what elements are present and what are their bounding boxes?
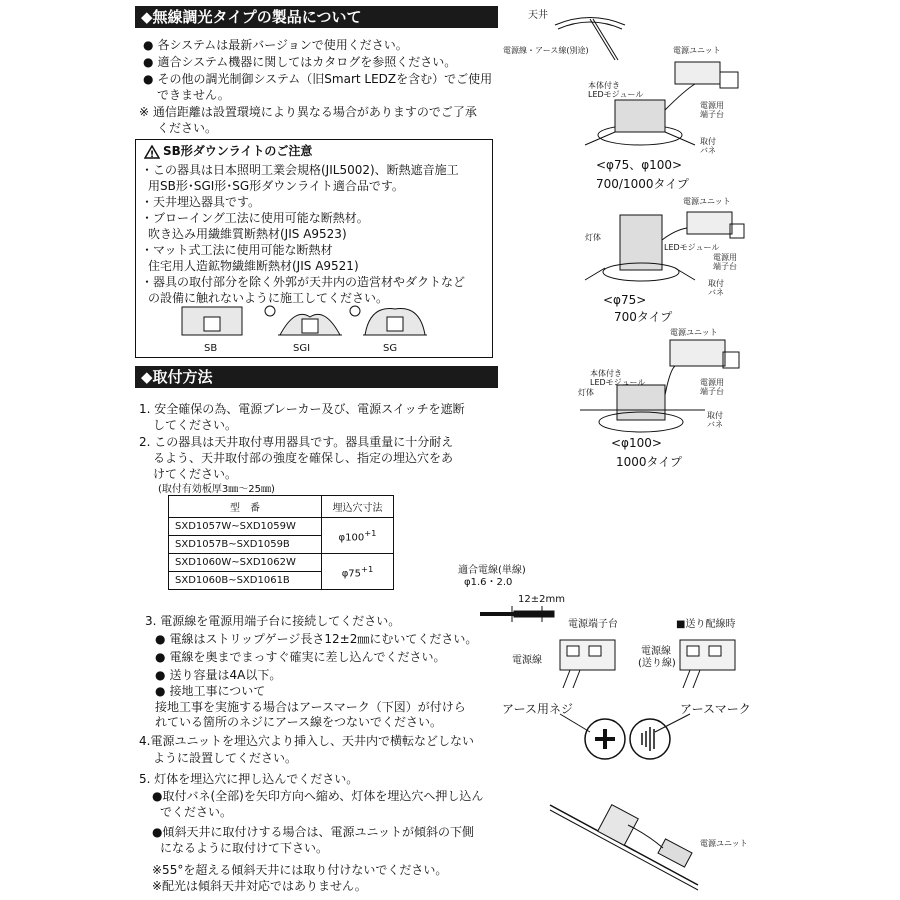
step-4-cont: ように設置してください。 xyxy=(153,751,298,765)
terminal-block-label: 電源端子台 xyxy=(568,619,618,630)
fig2-terminal2: 端子台 xyxy=(713,262,737,271)
fig2-spring2: バネ xyxy=(708,288,724,297)
feed-terminal-figure xyxy=(675,630,745,694)
step-3-item-1: ● 電線はストリップゲージ長さ12±2㎜にむいてください。 xyxy=(155,632,477,647)
bullet-2: ● 適合システム機器に関してはカタログを参照ください。 xyxy=(143,55,456,70)
fig1-power-unit: 電源ユニット xyxy=(673,46,721,55)
wire-spec-size: φ1.6・2.0 xyxy=(464,577,513,588)
note-distance-cont: ください。 xyxy=(157,121,218,135)
spec-table xyxy=(168,495,394,590)
fig1-type: 700/1000タイプ xyxy=(596,177,689,191)
fig1-led-module: LEDモジュール xyxy=(588,90,644,99)
fig3-type: 1000タイプ xyxy=(616,455,682,469)
label-sg: SG xyxy=(383,343,398,354)
fig3-body: 灯体 xyxy=(578,388,594,397)
note-distribution: ※配光は傾斜天井対応ではありません。 xyxy=(152,879,367,893)
wire-spec-title: 適合電線(単線) xyxy=(458,565,526,576)
step-5-a: ●取付バネ(全部)を矢印方向へ縮め、灯体を埋込穴へ押し込ん xyxy=(152,789,484,803)
fig1-spring2: バネ xyxy=(700,146,716,155)
fig3-terminal: 電源用 xyxy=(700,378,724,387)
terminal-block-figure xyxy=(555,630,625,694)
feed-title: ■送り配線時 xyxy=(676,619,736,630)
table-row: SXD1060B~SXD1061B xyxy=(169,572,322,590)
sloped-power-unit: 電源ユニット xyxy=(700,839,748,848)
step-5-a-cont: でください。 xyxy=(160,805,233,819)
fig3-terminal2: 端子台 xyxy=(700,387,724,396)
caution-title: SB形ダウンライトのご注意 xyxy=(163,144,313,158)
downlight-figure-1 xyxy=(575,50,755,154)
fig3-spring: 取付 xyxy=(707,411,723,420)
step-5: 5. 灯体を埋込穴に押し込んでください。 xyxy=(139,772,359,786)
fig3-spring2: バネ xyxy=(707,420,723,429)
label-sb: SB xyxy=(204,343,218,354)
table-size-100: $\varphi 100^{+1}$ xyxy=(321,518,393,554)
step-2-cont1: るよう、天井取付部の強度を確保し、指定の埋込穴をあ xyxy=(153,451,454,465)
fig2-label: <φ75> xyxy=(603,293,647,307)
caution-line-5: 吹き込み用繊維質断熱材(JIS A9523) xyxy=(148,227,347,241)
fig1-label: <φ75、φ100> xyxy=(596,158,683,172)
sloped-ceiling-figure xyxy=(548,800,708,899)
fig2-led-module: LEDモジュール xyxy=(664,243,720,252)
bullet-1: ● 各システムは最新バージョンで使用ください。 xyxy=(143,38,408,53)
step-3-item-4: ● 接地工事について xyxy=(155,684,265,699)
step-2: 2. この器具は天井取付専用器具です。器具重量に十分耐え xyxy=(139,435,454,449)
table-header-size: 埋込穴寸法 xyxy=(321,496,393,518)
label-sgi: SGI xyxy=(293,343,311,354)
section-title-wireless: ◆無線調光タイプの製品について xyxy=(135,6,498,28)
fig1-spring: 取付 xyxy=(700,137,716,146)
fig2-type: 700タイプ xyxy=(614,310,673,324)
feed-wire-1: 電源線 xyxy=(641,646,671,657)
bullet-3-cont: できません。 xyxy=(157,88,230,102)
fig2-terminal: 電源用 xyxy=(713,253,737,262)
label-power-wire: 電源線・アース線(別途) xyxy=(503,46,589,55)
earth-mark-label: アースマーク xyxy=(680,702,751,716)
caution-line-8: ・器具の取付部分を除く外郭が天井内の造営材やダクトなど xyxy=(141,275,466,289)
caution-line-1: ・この器具は日本照明工業会規格(JIL5002)、断熱遮音施工 xyxy=(141,163,459,177)
table-size-75: $\varphi 75^{+1}$ xyxy=(321,554,393,590)
step-1: 1. 安全確保の為、電源ブレーカー及び、電源スイッチを遮断 xyxy=(139,402,465,416)
fig2-power-unit: 電源ユニット xyxy=(683,197,731,206)
earth-leader-lines xyxy=(540,712,700,746)
step-2-thickness: (取付有効板厚3㎜〜25㎜) xyxy=(158,484,275,495)
label-ceiling: 天井 xyxy=(528,10,548,21)
step-3: 3. 電源線を電源用端子台に接続してください。 xyxy=(145,614,401,628)
fig3-power-unit: 電源ユニット xyxy=(670,328,718,337)
step-3-item-2: ● 電線を奥までまっすぐ確実に差し込んでください。 xyxy=(155,650,446,665)
note-55-degree: ※55°を超える傾斜天井には取り付けないでください。 xyxy=(152,863,448,877)
fig2-body: 灯体 xyxy=(585,233,601,242)
table-header-model: 型 番 xyxy=(169,496,322,518)
svg-text:!: ! xyxy=(149,150,155,159)
caution-line-3: ・天井埋込器具です。 xyxy=(141,195,261,209)
table-row: SXD1057W~SXD1059W xyxy=(169,518,322,536)
bullet-3: ● その他の調光制御システム（旧Smart LEDZを含む）でご使用 xyxy=(143,72,492,87)
strip-length: 12±2mm xyxy=(518,594,565,605)
step-1-cont: してください。 xyxy=(153,418,238,432)
warning-icon xyxy=(144,144,160,163)
table-row: SXD1057B~SXD1059B xyxy=(169,536,322,554)
step-4: 4.電源ユニットを埋込穴より挿入し、天井内で横転などしない xyxy=(139,734,474,748)
step-2-cont2: けてください。 xyxy=(153,467,238,481)
fig1-body-led: 本体付き xyxy=(588,81,620,90)
fig2-spring: 取付 xyxy=(708,279,724,288)
caution-line-4: ・ブローイング工法に使用可能な断熱材。 xyxy=(141,211,369,225)
table-row: SXD1060W~SXD1062W xyxy=(169,554,322,572)
caution-line-9: の設備に触れないように施工してください。 xyxy=(148,291,389,305)
fig3-body-led: 本体付き xyxy=(590,369,622,378)
feed-wire-2: (送り線) xyxy=(638,658,676,669)
fig3-label: <φ100> xyxy=(611,436,662,450)
ground-text-2: れている箇所のネジにアース線をつないでください。 xyxy=(155,715,443,729)
wire-strip-figure xyxy=(480,604,570,628)
note-distance: ※ 通信距離は設置環境により異なる場合がありますのでご了承 xyxy=(139,105,477,119)
wire-label: 電源線 xyxy=(512,655,542,666)
fig1-terminal2: 端子台 xyxy=(700,110,724,119)
step-3-item-3: ● 送り容量は4A以下。 xyxy=(155,668,281,683)
caution-line-7: 住宅用人造鉱物繊維断熱材(JIS A9521) xyxy=(148,259,359,273)
ground-text-1: 接地工事を実施する場合はアースマーク（下図）が付けら xyxy=(155,700,466,714)
caution-line-6: ・マット式工法に使用可能な断熱材 xyxy=(141,243,333,257)
caution-line-2: 用SB形･SGI形･SG形ダウンライト適合品です。 xyxy=(148,179,404,193)
section-title-install: ◆取付方法 xyxy=(135,366,498,388)
earth-screw-label: アース用ネジ xyxy=(502,702,574,716)
fig1-terminal: 電源用 xyxy=(700,101,724,110)
step-5-c-cont: になるように取付けて下さい。 xyxy=(160,841,329,855)
fig3-led-module: LEDモジュール xyxy=(590,378,646,387)
step-5-c: ●傾斜天井に取付けする場合は、電源ユニットが傾斜の下側 xyxy=(152,825,474,839)
